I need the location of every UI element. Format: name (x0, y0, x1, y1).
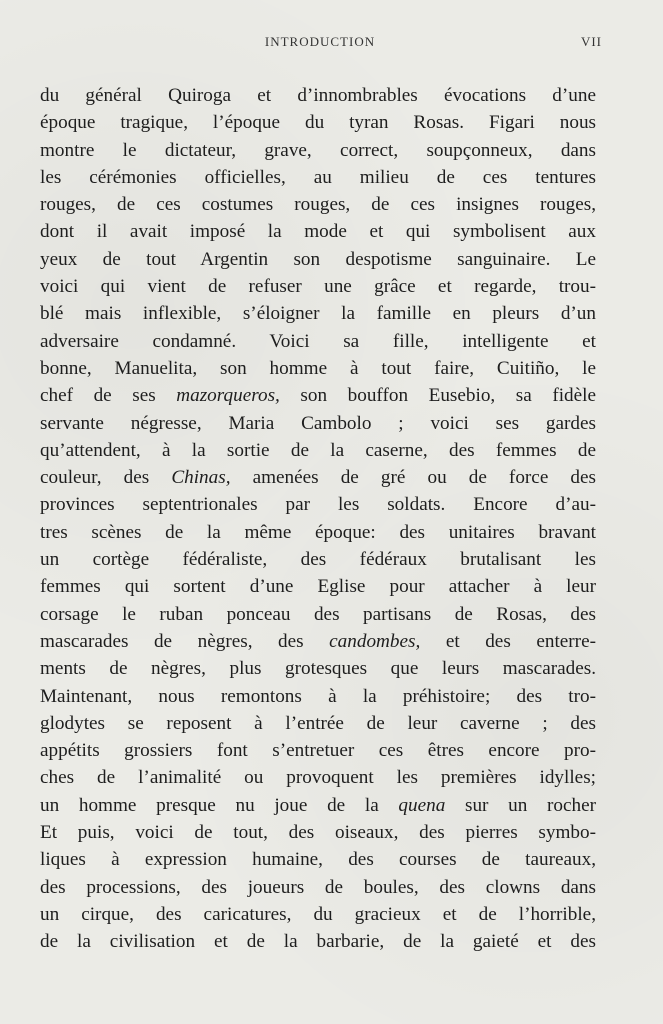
text-run: voici qui vient de refuser une grâce et regarde, trou- (40, 276, 596, 298)
text-line (40, 519, 596, 546)
text-run: qu’attendent, à la sortie de la caserne, des femmes de (40, 439, 596, 461)
text-line (40, 382, 596, 409)
italic-text: quena (398, 794, 446, 816)
text-run: appétits grossiers font s’entretuer ces êtres encore pro- (40, 740, 596, 762)
text-run: ches de l’animalité ou provoquent les premières idylles; (40, 767, 596, 789)
text-line (40, 300, 596, 327)
text-run: mascarades de nègres, des (40, 630, 330, 652)
italic-text: Chinas, (171, 467, 231, 489)
text-line (40, 901, 596, 928)
text-line (40, 601, 596, 628)
text-run: époque tragique, l’époque du tyran Rosas. Figari nous (40, 112, 596, 134)
page-header (40, 34, 600, 56)
text-line (40, 164, 596, 191)
text-run: un homme presque nu joue de la (40, 794, 399, 816)
text-line (40, 573, 596, 600)
text-line (40, 82, 596, 109)
text-run: couleur, des (40, 467, 172, 489)
text-line (40, 137, 596, 164)
text-line (40, 191, 596, 218)
text-line (40, 437, 596, 464)
text-run: yeux de tout Argentin son despotisme sanguinaire. Le (40, 248, 596, 270)
text-line (40, 328, 596, 355)
text-line (40, 628, 596, 655)
text-run: sur un rocher (445, 794, 596, 816)
text-line (40, 109, 596, 136)
text-line (40, 874, 596, 901)
text-run: amenées de gré ou de force des (230, 467, 596, 489)
text-line (40, 491, 596, 518)
text-run: provinces septentrionales par les soldats. Encore d’au- (40, 494, 596, 516)
text-run: femmes qui sortent d’une Eglise pour attacher à leur (40, 576, 596, 598)
text-run: un cirque, des caricatures, du gracieux et de l’horrible, (40, 903, 596, 925)
text-run: Et puis, voici de tout, des oiseaux, des pierres symbo- (40, 822, 596, 844)
text-line (40, 819, 596, 846)
page-number: VII (580, 34, 602, 49)
text-run: de la civilisation et de la barbarie, de la gaieté et des (40, 931, 596, 953)
text-line (40, 737, 596, 764)
text-run: servante négresse, Maria Cambolo ; voici ses gardes (40, 412, 596, 434)
text-run: liques à expression humaine, des courses de taureaux, (40, 849, 596, 871)
text-line (40, 218, 596, 245)
text-run: et des enterre- (420, 630, 596, 652)
text-run: son bouffon Eusebio, sa fidèle (279, 385, 596, 407)
italic-text: mazorqueros, (176, 385, 280, 407)
text-line (40, 355, 596, 382)
text-run: corsage le ruban ponceau des partisans de Rosas, des (40, 603, 596, 625)
text-line (40, 846, 596, 873)
text-line (40, 655, 596, 682)
text-run: glodytes se reposent à l’entrée de leur caverne ; des (40, 712, 596, 734)
text-line (40, 546, 596, 573)
text-line (40, 928, 596, 955)
text-line (40, 246, 596, 273)
text-run: chef de ses (40, 385, 177, 407)
text-line (40, 792, 596, 819)
text-line (40, 710, 596, 737)
text-run: les cérémonies officielles, au milieu de ces tentures (40, 166, 596, 188)
text-run: Maintenant, nous remontons à la préhistoire; des tro- (40, 685, 596, 707)
body-text (40, 82, 596, 956)
text-run: du général Quiroga et d’innombrables évocations d’une (40, 85, 596, 106)
text-run: dont il avait imposé la mode et qui symbolisent aux (40, 221, 596, 243)
text-line (40, 464, 596, 491)
text-line (40, 410, 596, 437)
text-run: adversaire condamné. Voici sa fille, intelligente et (40, 330, 596, 352)
italic-text: candombes, (329, 630, 421, 652)
running-head: INTRODUCTION (264, 34, 376, 49)
text-run: montre le dictateur, grave, correct, soupçonneux, dans (40, 139, 596, 161)
text-run: des processions, des joueurs de boules, des clowns dans (40, 876, 596, 898)
text-run: ments de nègres, plus grotesques que leurs mascarades. (40, 658, 596, 680)
text-run: un cortège fédéraliste, des fédéraux brutalisant les (40, 549, 596, 571)
text-line (40, 273, 596, 300)
text-run: tres scènes de la même époque: des unitaires bravant (40, 521, 596, 543)
text-line (40, 764, 596, 791)
text-run: bonne, Manuelita, son homme à tout faire, Cuitiño, le (40, 357, 596, 379)
text-run: rouges, de ces costumes rouges, de ces insignes rouges, (40, 194, 596, 216)
text-run: blé mais inflexible, s’éloigner la famille en pleurs d’un (40, 303, 596, 325)
text-line (40, 683, 596, 710)
